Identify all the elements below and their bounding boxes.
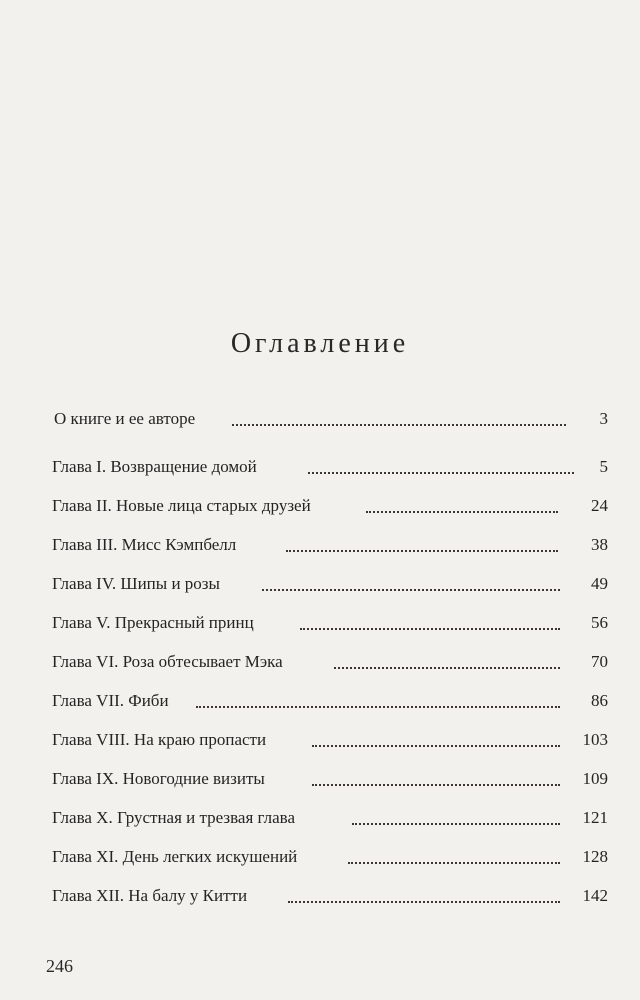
toc-entry-title: Глава XI. День легких искушений	[52, 847, 298, 866]
toc-entry-page: 109	[582, 769, 608, 788]
toc-entry-page: 70	[591, 652, 608, 671]
toc-entry	[0, 528, 640, 556]
toc-entry-title: Глава VII. Фиби	[52, 691, 169, 710]
toc-entry	[0, 762, 640, 790]
toc-entry	[0, 645, 640, 673]
toc-entry	[0, 723, 640, 751]
toc-entry-page: 56	[591, 613, 608, 632]
page-number: 246	[46, 956, 73, 976]
toc-entry-title: О книге и ее авторе	[54, 409, 196, 428]
toc-entry-title: Глава XII. На балу у Китти	[52, 886, 248, 905]
dot-leader	[312, 784, 560, 786]
dot-leader	[286, 550, 558, 552]
toc-entry-title: Глава IX. Новогодние визиты	[52, 769, 265, 788]
toc-entry-page: 86	[591, 691, 608, 710]
toc-entry-title: Глава VI. Роза обтесывает Мэка	[52, 652, 283, 671]
toc-entry	[0, 606, 640, 634]
dot-leader	[196, 706, 560, 708]
toc-entry-title: Глава VIII. На краю пропасти	[52, 730, 267, 749]
toc-entry-title: Глава V. Прекрасный принц	[52, 613, 254, 632]
toc-entry-title: Глава I. Возвращение домой	[52, 457, 257, 476]
dot-leader	[308, 472, 574, 474]
toc-entry	[0, 402, 640, 430]
toc-entry	[0, 684, 640, 712]
dot-leader	[312, 745, 560, 747]
toc-entry-title: Глава IV. Шипы и розы	[52, 574, 220, 593]
toc-entry	[0, 567, 640, 595]
toc-heading: Оглавление	[230, 328, 410, 359]
toc-entry-page: 121	[582, 808, 608, 827]
dot-leader	[288, 901, 560, 903]
dot-leader	[300, 628, 560, 630]
toc-entry-title: Глава X. Грустная и трезвая глава	[52, 808, 296, 827]
toc-entry	[0, 801, 640, 829]
dot-leader	[352, 823, 560, 825]
toc-entry	[0, 840, 640, 868]
toc-entry-page: 24	[591, 496, 608, 515]
dot-leader	[366, 511, 558, 513]
toc-entry-page: 3	[599, 409, 608, 428]
toc-entry-page: 38	[591, 535, 608, 554]
toc-entry-title: Глава III. Мисс Кэмпбелл	[52, 535, 237, 554]
toc-entry-page: 103	[582, 730, 608, 749]
dot-leader	[262, 589, 560, 591]
toc-entry	[0, 450, 640, 478]
toc-entry	[0, 489, 640, 517]
toc-entry-page: 142	[582, 886, 608, 905]
toc-entry	[0, 879, 640, 907]
toc-entry-title: Глава II. Новые лица старых друзей	[52, 496, 311, 515]
toc-entry-page: 5	[599, 457, 608, 476]
dot-leader	[348, 862, 560, 864]
dot-leader	[334, 667, 560, 669]
toc-entry-page: 49	[591, 574, 608, 593]
dot-leader	[232, 424, 566, 426]
toc-entry-page: 128	[582, 847, 608, 866]
